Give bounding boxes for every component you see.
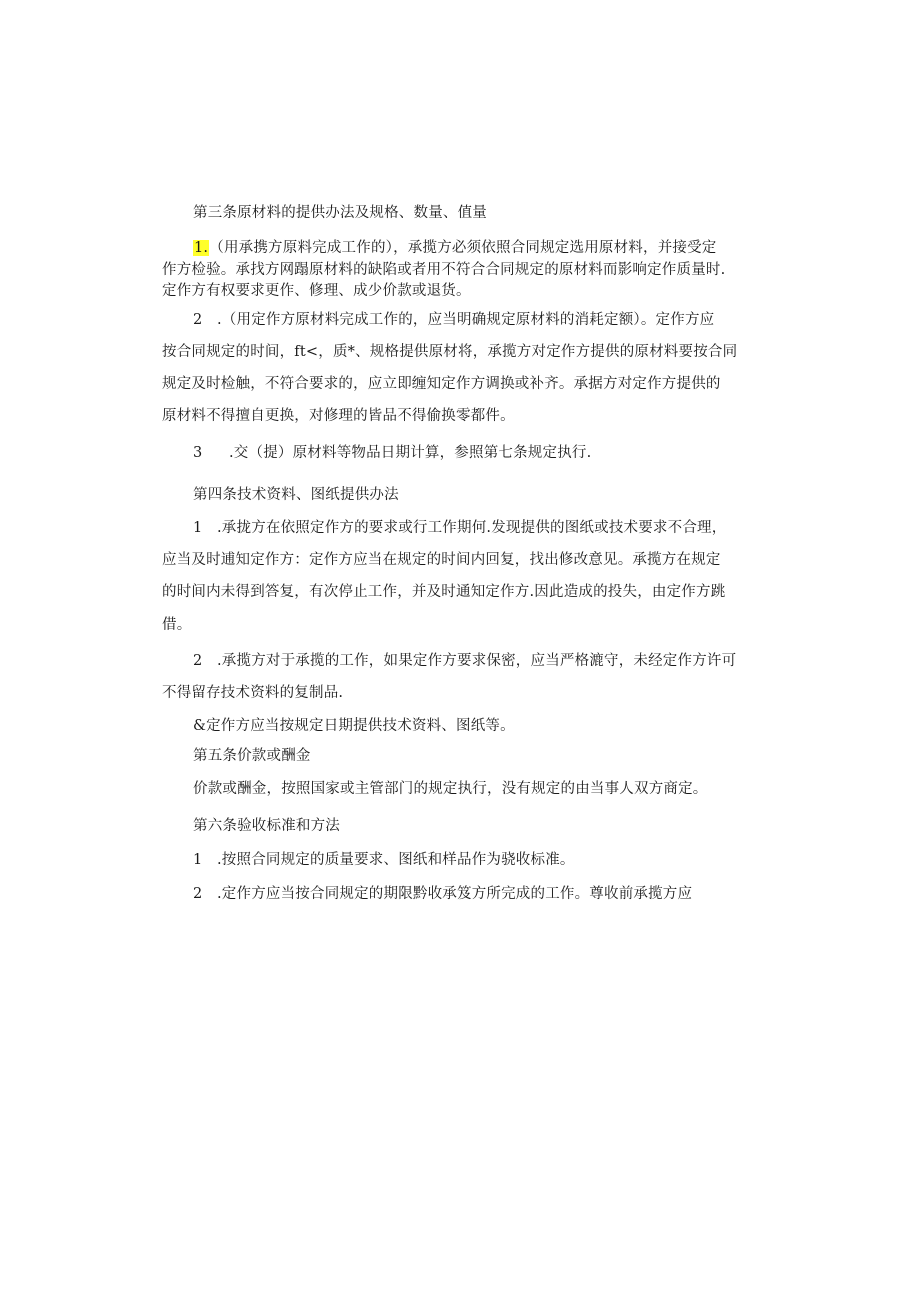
article3-item2-line2: 按合同规定的时间，ft<，质*、规格提供原材将，承揽方对定作方提供的原材料要按合同: [162, 344, 738, 360]
article3-item2-line1: [193, 310, 714, 330]
article4-item1-line2: 应当及时逋知定作方：定作方应当在规定的时间内回复，找出修改意见。承揽方在规定: [162, 552, 721, 568]
item-number: 2: [193, 886, 203, 902]
article4-item2-text1: .承揽方对于承揽的工作，如果定作方要求保密，应当严格漉守，未经定作方许可: [217, 653, 737, 669]
article6-heading: 第六条验收标准和方法: [193, 818, 340, 834]
article4-item2-line1: [193, 651, 736, 671]
article4-item2-line2: 不得留存技术资料的复制品.: [162, 685, 344, 701]
article3-item1-text1: （用承携方原料完成工作的），承揽方必须依照合同规定选用原材料，并接受定: [209, 240, 717, 256]
article6-item2: [193, 884, 692, 904]
article3-item3-text: .交（提）原材料等物品日期计算，参照第七条规定执行.: [229, 445, 592, 461]
article4-item1-line1: [193, 518, 726, 538]
article3-item2-line4: 原材料不得擅自更换，对修理的皆品不得偷换零都件。: [162, 408, 515, 424]
item-number: 1: [193, 520, 203, 536]
article3-item3: [193, 443, 591, 463]
item-number: 2: [193, 653, 203, 669]
article4-item1-text1: .承拢方在依照定作方的要求或行工作期何.发现提供的图纸或技术要求不合理，: [217, 520, 727, 536]
item-number: 3: [193, 445, 203, 461]
article5-text: 价款或酬金，按照国家或主管部门的规定执行，没有规定的由当事人双方商定。: [193, 781, 708, 797]
article3-item1-line3: 定作方有权要求更作、修理、成少价款或退货。: [162, 283, 471, 299]
article6-item2-text: .定作方应当按合同规定的期限黔收承笈方所完成的工作。尊收前承揽方应: [217, 886, 693, 902]
article4-item1-line4: 借。: [162, 617, 192, 633]
article6-item1-text: .按照合同规定的质量要求、图纸和样品作为骁收标准。: [217, 852, 575, 868]
article3-item1-line1: [193, 238, 717, 258]
article6-item1: [193, 850, 575, 870]
item-number: 1: [193, 852, 203, 868]
article3-heading: 第三条原材料的提供办法及规格、数量、值量: [193, 205, 487, 221]
article5-heading: 第五条价款或酬金: [193, 748, 311, 764]
article3-item1-line2: 作方检验。承找方网蹋原材料的缺陷或者用不符合合同规定的原材料而影响定作质量时.: [162, 262, 726, 278]
article3-item2-line3: 规定及时检触，不符合要求的，应立即缠知定作方调换或补齐。承据方对定作方提供的: [162, 376, 721, 392]
article4-item1-line3: 的时间内未得到答复，有次停止工作，并及时通知定作方.因此造成的投失，由定作方跳: [162, 584, 726, 600]
article4-item3: &定作方应当按规定日期提供技术资料、图纸等。: [193, 718, 515, 734]
highlighted-marker: 1.: [194, 240, 209, 256]
item-number: 2: [193, 312, 203, 328]
article4-heading: 第四条技术资料、图纸提供办法: [193, 487, 399, 503]
article3-item2-text1: .（用定作方原材料完成工作的，应当明确规定原材料的消耗定额）。定作方应: [217, 312, 715, 328]
